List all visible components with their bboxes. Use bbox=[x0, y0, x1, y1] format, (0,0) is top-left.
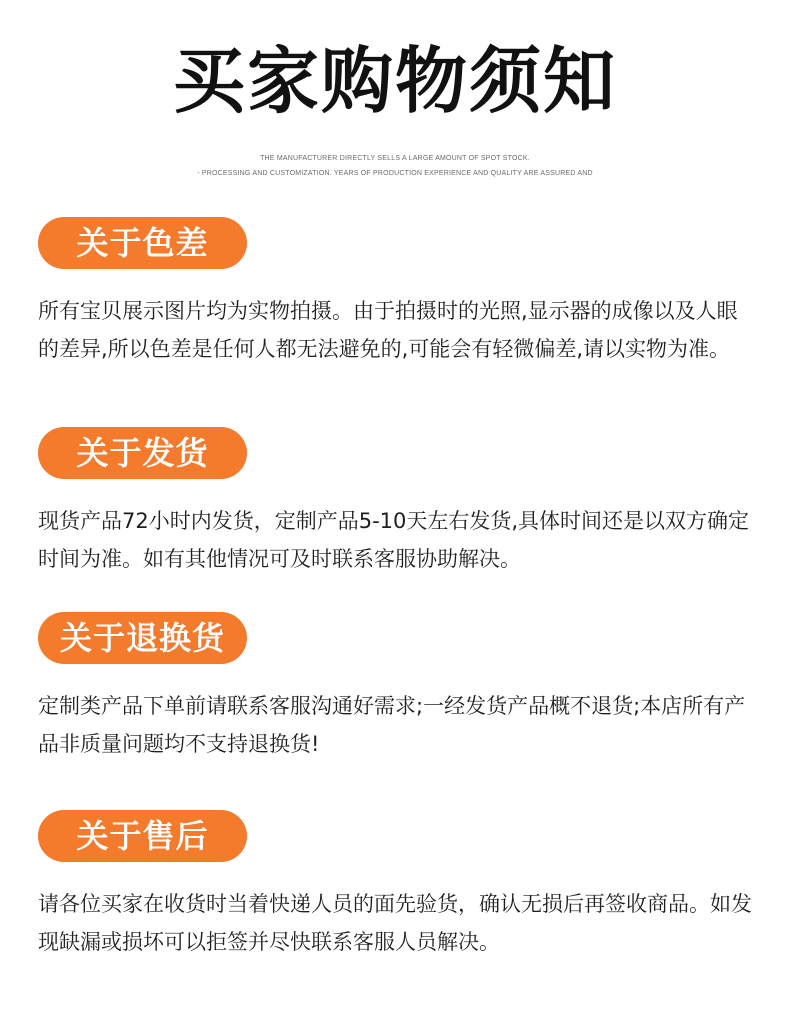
section-body-returns: 定制类产品下单前请联系客服沟通好需求;一经发货产品概不退货;本店所有产品非质量问题均不支持退换货! bbox=[38, 694, 746, 756]
section-body-after-sales: 请各位买家在收货时当着快递人员的面先验货，确认无损后再签收商品。如发现缺漏或损坏可以拒签并尽快联系客服人员解决。 bbox=[38, 892, 752, 954]
section-heading-after-sales: 关于售后 bbox=[38, 810, 247, 862]
section-heading-shipping: 关于发货 bbox=[38, 427, 247, 479]
page-title: 买家购物须知 bbox=[172, 39, 617, 123]
subtitle-line-1: THE MANUFACTURER DIRECTLY SELLS A LARGE AMOUNT OF SPOT STOCK. bbox=[260, 155, 530, 162]
subtitle-line-2: - PROCESSING AND CUSTOMIZATION. YEARS OF PRODUCTION EXPERIENCE AND QUALITY ARE ASSURED AND bbox=[197, 170, 593, 177]
section-heading-returns: 关于退换货 bbox=[38, 612, 247, 664]
section-heading-color-difference: 关于色差 bbox=[38, 217, 247, 269]
section-body-shipping: 现货产品72小时内发货，定制产品5-10天左右发货,具体时间还是以双方确定时间为准。如有其他情况可及时联系客服协助解决。 bbox=[38, 509, 750, 571]
section-body-color-difference: 所有宝贝展示图片均为实物拍摄。由于拍摄时的光照,显示器的成像以及人眼的差异,所以色差是任何人都无法避免的,可能会有轻微偏差,请以实物为准。 bbox=[38, 299, 738, 361]
